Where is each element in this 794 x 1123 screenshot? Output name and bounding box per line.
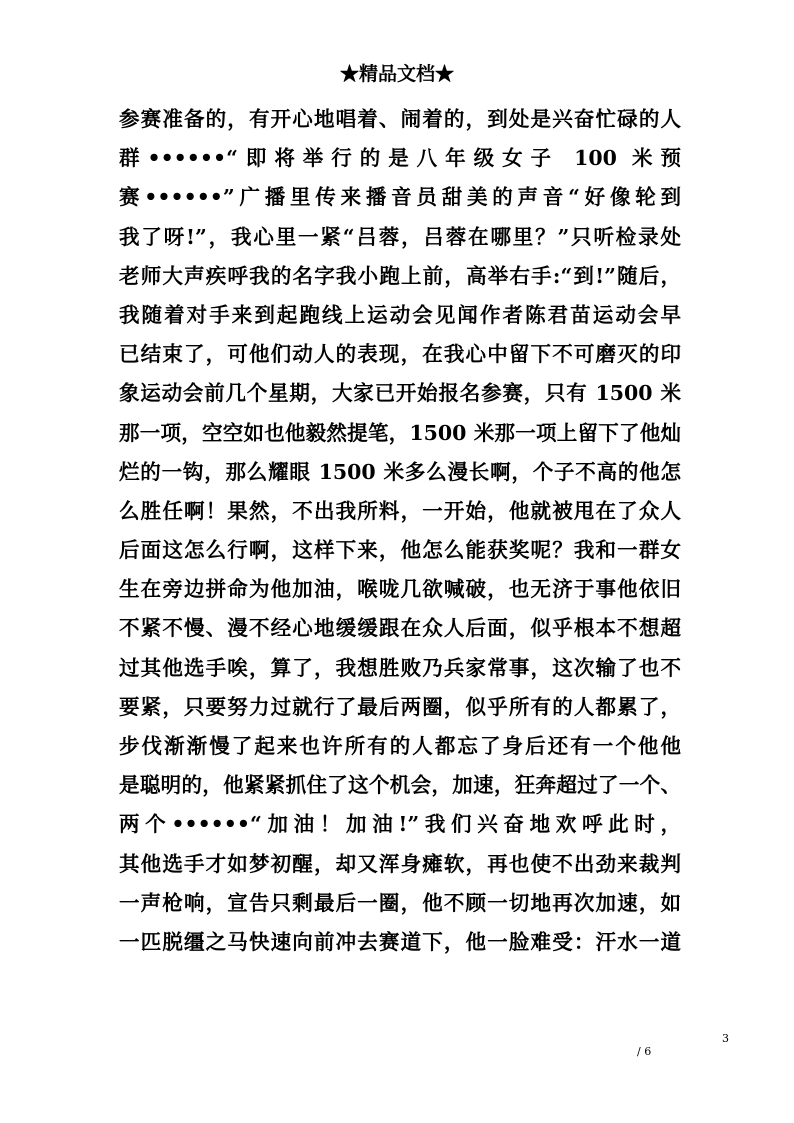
text-line: 是聪明的，他紧紧抓住了这个机会，加速，狂奔超过了一个、 <box>119 773 681 798</box>
text-line: 我了呀!”，我心里一紧“吕蓉，吕蓉在哪里？”只听检录处 <box>119 224 681 249</box>
text-line: 象运动会前几个星期，大家已开始报名参赛，只有 1500 米 <box>119 381 681 406</box>
text-line: 过其他选手唉，算了，我想胜败乃兵家常事，这次输了也不 <box>119 655 681 680</box>
text-line: 其他选手才如梦初醒，却又浑身瘫软，再也使不出劲来裁判 <box>119 851 681 876</box>
text-line: 我随着对手来到起跑线上运动会见闻作者陈君苗运动会早 <box>119 302 681 327</box>
text-line: 参赛准备的，有开心地唱着、闹着的，到处是兴奋忙碌的人 <box>119 107 681 131</box>
text-line: 已结束了，可他们动人的表现，在我心中留下不可磨灭的印 <box>119 342 681 367</box>
page-number: 3 <box>722 1032 729 1045</box>
text-line: 么胜任啊！果然，不出我所料，一开始，他就被甩在了众人 <box>119 498 681 523</box>
text-line: 一声枪响，宣告只剩最后一圈，他不顾一切地再次加速，如 <box>119 890 681 915</box>
text-line: 烂的一钩，那么耀眼 1500 米多么漫长啊，个子不高的他怎 <box>119 459 681 484</box>
text-line: 群••••••“即将举行的是八年级女子 100 米预 <box>119 146 681 171</box>
text-line: 生在旁边拼命为他加油，喉咙几欲喊破，也无济于事他依旧 <box>119 577 681 602</box>
text-line: 要紧，只要努力过就行了最后两圈，似乎所有的人都累了， <box>119 694 681 719</box>
document-body <box>119 100 681 962</box>
text-line: 两个••••••“加油！加油!”我们兴奋地欢呼此时， <box>119 812 681 837</box>
text-line: 赛••••••”广播里传来播音员甜美的声音“好像轮到 <box>119 185 681 210</box>
text-line: 那一项，空空如也他毅然提笔，1500 米那一项上留下了他灿 <box>119 420 681 445</box>
text-line: 后面这怎么行啊，这样下来，他怎么能获奖呢？我和一群女 <box>119 538 681 563</box>
text-line: 一匹脱缰之马快速向前冲去赛道下，他一脸难受：汗水一道 <box>119 929 681 954</box>
text-line: 老师大声疾呼我的名字我小跑上前，高举右手:“到!”随后， <box>119 263 681 288</box>
text-line: 不紧不慢、漫不经心地缓缓跟在众人后面，似乎根本不想超 <box>119 616 681 641</box>
document-header-title: ★精品文档★ <box>339 63 454 85</box>
page-total: / 6 <box>637 1045 652 1058</box>
text-line: 步伐渐渐慢了起来也许所有的人都忘了身后还有一个他他 <box>119 734 681 758</box>
